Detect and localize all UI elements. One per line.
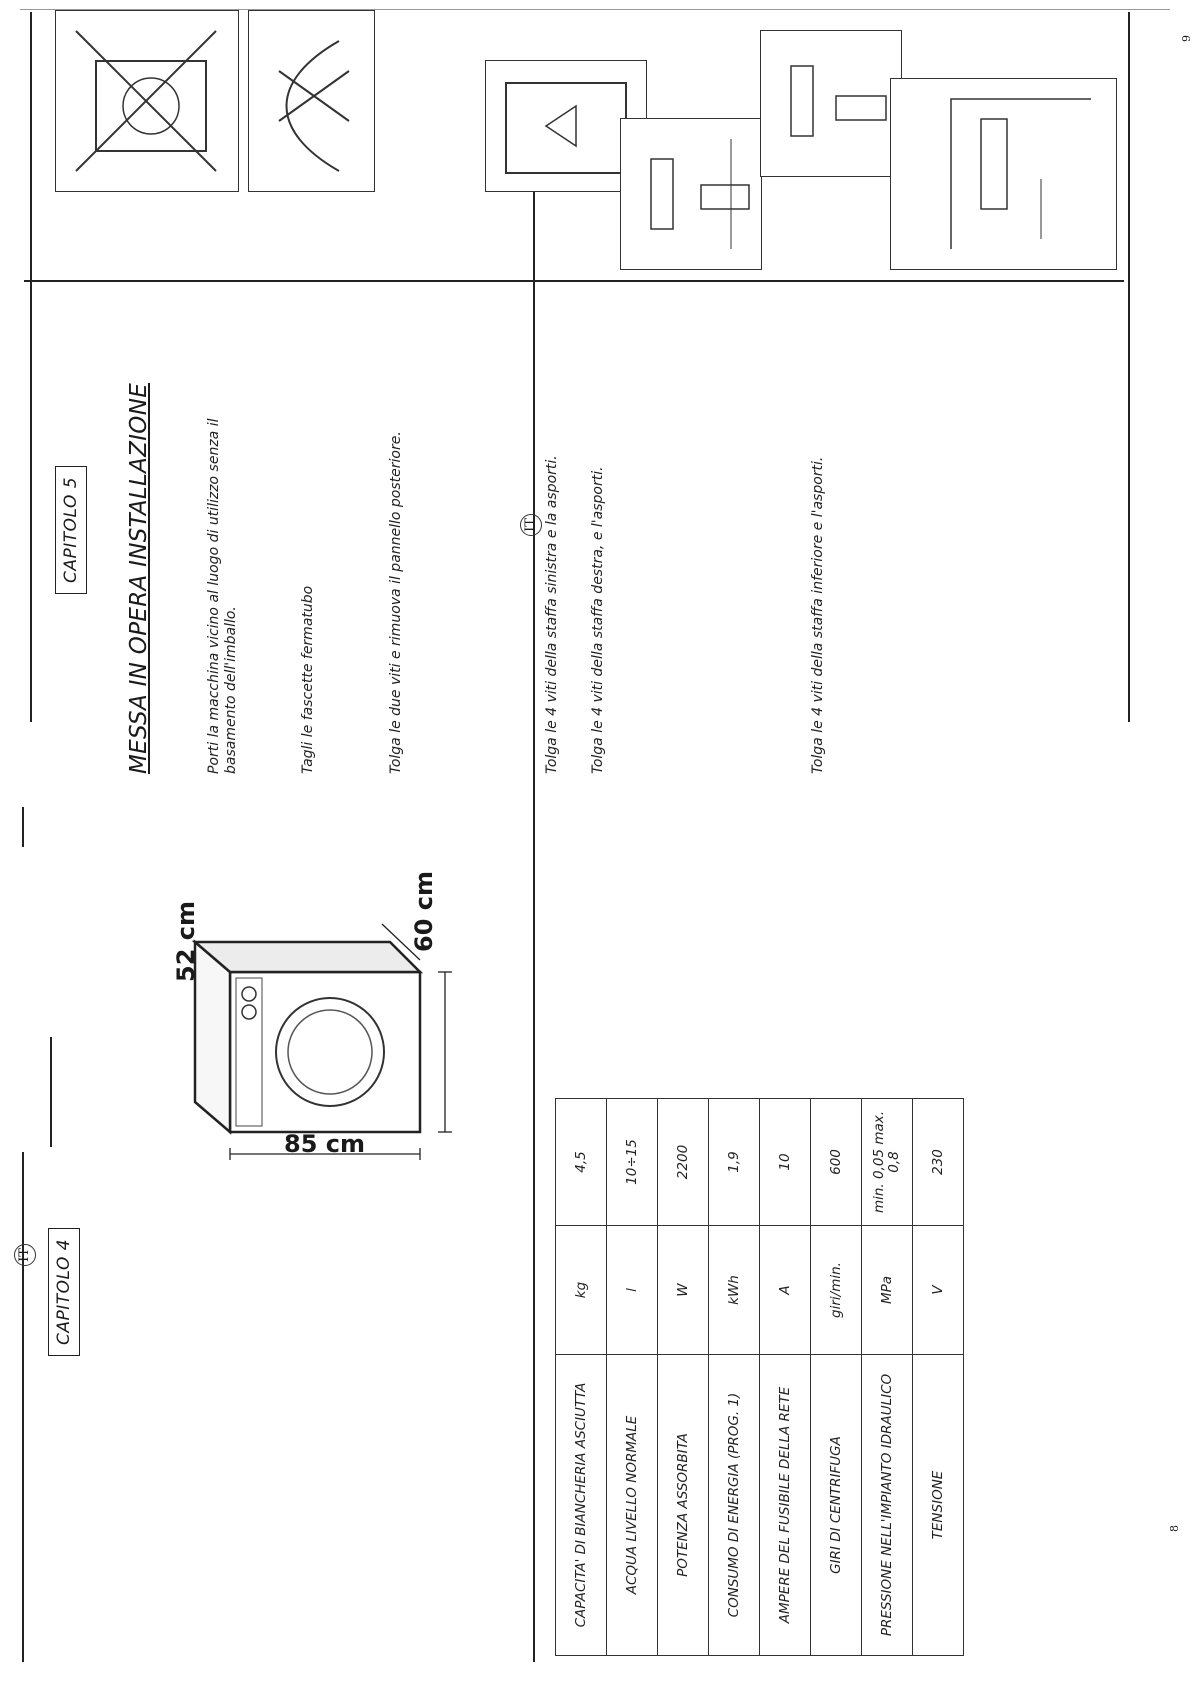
dimension-width: 60 cm <box>410 871 438 952</box>
instruction-4: Tolga le 4 viti della staffa sinistra e la asporti. <box>544 455 560 774</box>
dimension-height: 85 cm <box>284 1130 365 1158</box>
spec-value: 10÷15 <box>607 1099 658 1226</box>
chapter-5-title: CAPITOLO 5 <box>55 466 87 594</box>
machine-front <box>230 972 420 1132</box>
spec-value: min. 0,05 max. 0,8 <box>862 1099 913 1226</box>
spec-unit: giri/min. <box>811 1226 862 1355</box>
spec-row <box>913 1099 964 1656</box>
instruction-6: Tolga le 4 viti della staffa inferiore e l'asporti. <box>810 456 826 774</box>
spec-unit: A <box>760 1226 811 1355</box>
spec-row <box>862 1099 913 1656</box>
illustration-remove-base <box>55 10 239 192</box>
instruction-1: Porti la macchina vicino al luogo di utilizzo senza il basamento dell'imballo. <box>206 418 239 774</box>
spec-label: AMPERE DEL FUSIBILE DELLA RETE <box>760 1355 811 1656</box>
instruction-5: Tolga le 4 viti della staffa destra, e l'asporti. <box>590 466 606 774</box>
page-number-left: 8 <box>1168 1525 1181 1532</box>
chapter-4-title: CAPITOLO 4 <box>48 1228 80 1356</box>
dimension-depth: 52 cm <box>172 901 200 982</box>
spec-unit: kWh <box>709 1226 760 1355</box>
page-number-right: 9 <box>1180 35 1193 42</box>
spec-row <box>709 1099 760 1656</box>
top-rule-left-right <box>22 807 24 847</box>
spec-unit: V <box>913 1226 964 1355</box>
illustration-cut-ties <box>248 10 375 192</box>
spec-label: CAPACITA' DI BIANCHERIA ASCIUTTA <box>556 1355 607 1656</box>
top-rule-right-2 <box>1128 12 1130 722</box>
machine-top <box>195 942 230 1132</box>
spec-value: 600 <box>811 1099 862 1226</box>
spec-unit: l <box>607 1226 658 1355</box>
machine-side <box>195 942 420 972</box>
installation-heading: MESSA IN OPERA INSTALLAZIONE <box>126 382 152 774</box>
spec-unit: W <box>658 1226 709 1355</box>
spec-label: CONSUMO DI ENERGIA (PROG. 1) <box>709 1355 760 1656</box>
spec-row <box>811 1099 862 1656</box>
illustration-left-bracket <box>620 118 762 270</box>
top-rule-left-short <box>50 1037 52 1147</box>
spec-value: 4,5 <box>556 1099 607 1226</box>
spec-row <box>760 1099 811 1656</box>
spec-value: 1,9 <box>709 1099 760 1226</box>
top-rule-left <box>22 1152 24 1662</box>
page-footer-rule <box>20 9 1170 10</box>
language-mark-left: IT <box>14 1244 36 1266</box>
spec-value: 230 <box>913 1099 964 1226</box>
spec-label: TENSIONE <box>913 1355 964 1656</box>
technical-data-table <box>555 1098 964 1656</box>
bottom-rule-left <box>533 182 535 1662</box>
spec-value: 10 <box>760 1099 811 1226</box>
spec-label: PRESSIONE NELL'IMPIANTO IDRAULICO <box>862 1355 913 1656</box>
language-mark-right: IT <box>520 514 542 536</box>
illustration-right-bracket <box>760 30 902 177</box>
spec-unit: kg <box>556 1226 607 1355</box>
instruction-3: Tolga le due viti e rimuova il pannello posteriore. <box>388 431 404 774</box>
spec-label: GIRI DI CENTRIFUGA <box>811 1355 862 1656</box>
spec-label: POTENZA ASSORBITA <box>658 1355 709 1656</box>
spec-row <box>607 1099 658 1656</box>
spec-label: ACQUA LIVELLO NORMALE <box>607 1355 658 1656</box>
spec-row <box>556 1099 607 1656</box>
instruction-2: Tagli le fascette fermatubo <box>300 585 316 774</box>
right-page-column-rule <box>24 281 1124 283</box>
spec-unit: MPa <box>862 1226 913 1355</box>
top-rule-right <box>30 12 32 722</box>
illustration-bottom-bracket <box>890 78 1117 270</box>
spec-row <box>658 1099 709 1656</box>
spec-value: 2200 <box>658 1099 709 1226</box>
